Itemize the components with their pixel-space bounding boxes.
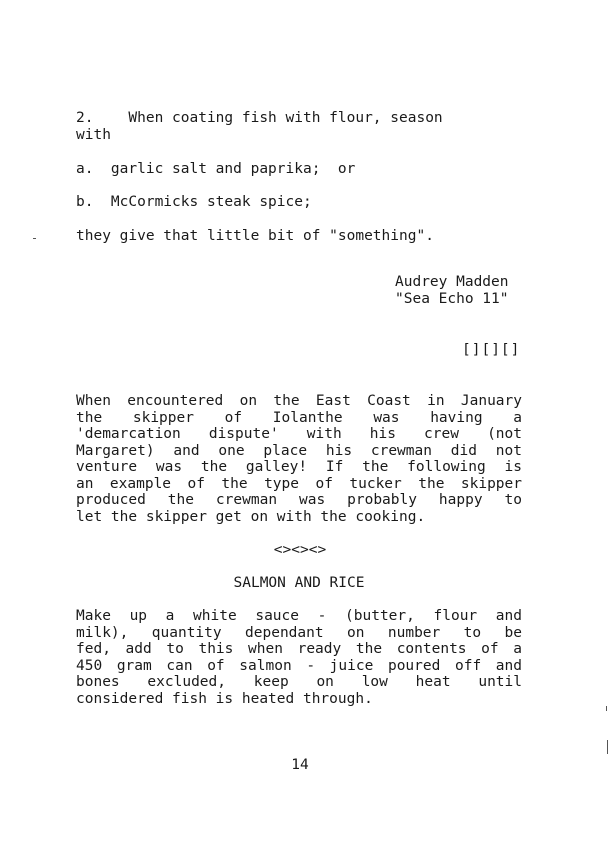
recipe-line: considered fish is heated through. xyxy=(76,690,373,707)
tip-option-b: b. McCormicks steak spice; xyxy=(76,194,312,210)
tip-conclusion: they give that little bit of "something". xyxy=(76,228,434,244)
recipe-line: Make up a white sauce - (butter, flour and xyxy=(76,608,522,624)
story-line: 'demarcation dispute' with his crew (not xyxy=(76,426,522,442)
section-divider-chevrons: <><><> xyxy=(273,542,327,558)
page-number: 14 xyxy=(291,757,309,773)
tip-option-a: a. garlic salt and paprika; or xyxy=(76,161,356,177)
recipe-line: 450 gram can of salmon - juice poured off and xyxy=(76,657,522,674)
scan-speck xyxy=(606,706,607,711)
story-line: the skipper of Iolanthe was having a xyxy=(76,409,522,426)
story-line: When encountered on the East Coast in January xyxy=(76,393,522,409)
story-line: an example of the type of tucker the skipper xyxy=(76,475,522,492)
section-divider-brackets: [][][] xyxy=(462,342,521,358)
story-line: venture was the galley! If the following is xyxy=(76,459,522,475)
story-line: Margaret) and one place his crewman did not xyxy=(76,442,522,459)
recipe-title: SALMON AND RICE xyxy=(233,575,365,591)
recipe-line: bones excluded, keep on low heat until xyxy=(76,674,522,690)
attribution-source: "Sea Echo 11" xyxy=(395,291,509,307)
recipe-line: milk), quantity dependant on number to be xyxy=(76,624,522,641)
scan-speck xyxy=(33,238,36,239)
story-line: produced the crewman was probably happy to xyxy=(76,492,522,508)
recipe-line: fed, add to this when ready the contents of a xyxy=(76,641,522,657)
story-line: let the skipper get on with the cooking. xyxy=(76,508,426,525)
tip-line-1: 2. When coating fish with flour, season xyxy=(76,110,443,126)
scan-speck xyxy=(607,740,608,754)
tip-line-2: with xyxy=(76,127,111,143)
attribution-name: Audrey Madden xyxy=(395,274,509,290)
